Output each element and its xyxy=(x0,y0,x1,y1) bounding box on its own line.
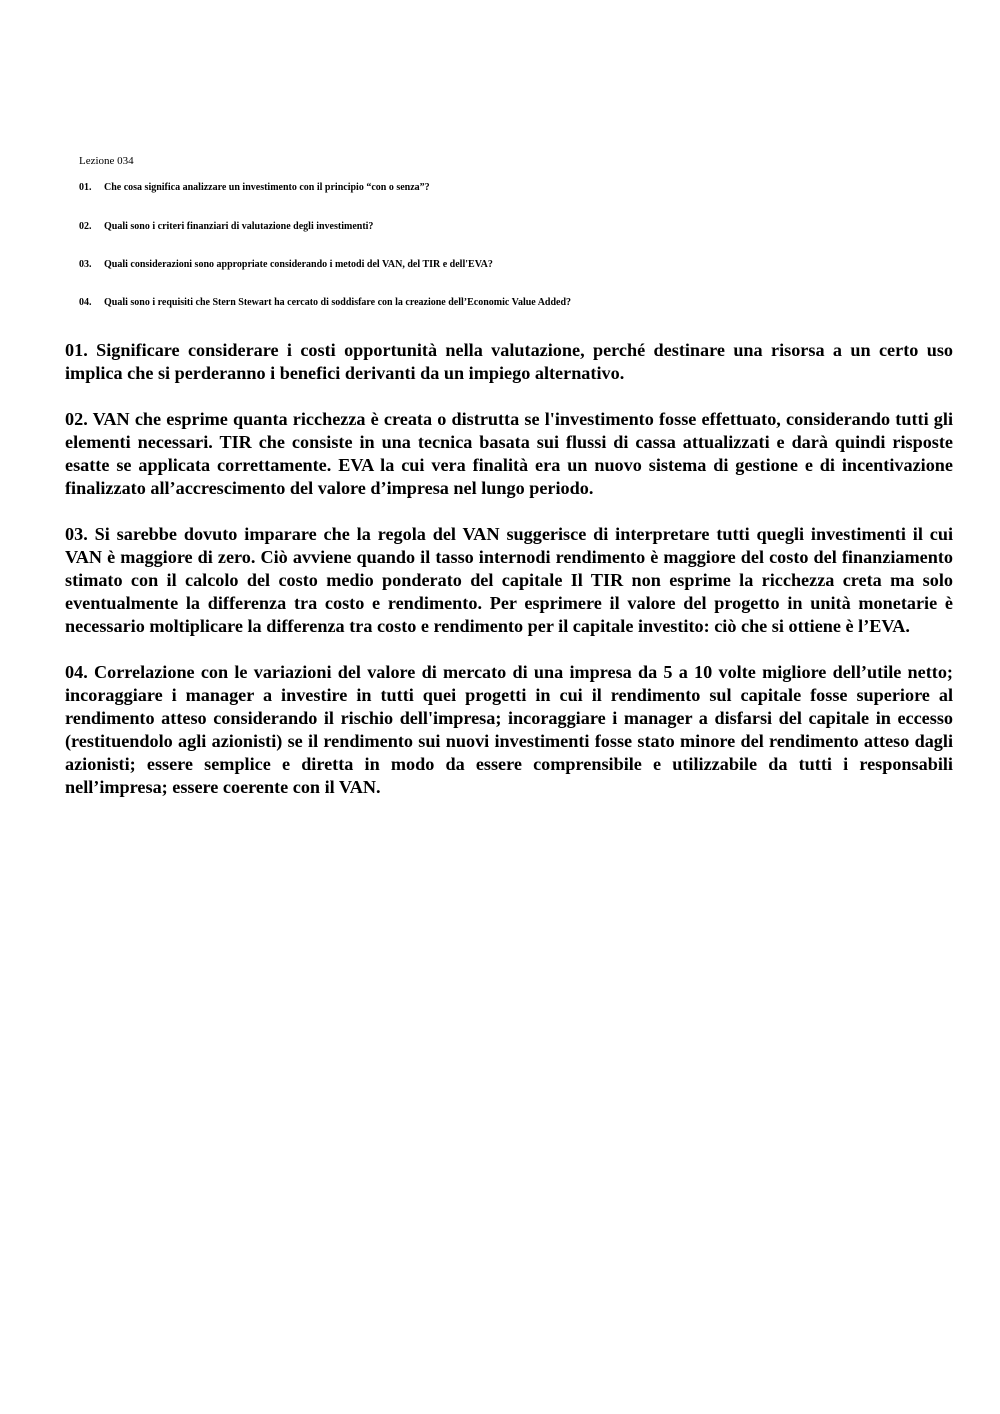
question-text: Quali sono i requisiti che Stern Stewart ha cercato di soddisfare con la creazione dell’Economic Value Added? xyxy=(104,297,572,308)
question-text: Quali considerazioni sono appropriate considerando i metodi del VAN, del TIR e dell'EVA? xyxy=(104,259,493,270)
lesson-title: Lezione 034 xyxy=(79,155,134,167)
question-number: 03. xyxy=(79,259,92,270)
question-item xyxy=(79,296,571,309)
answer-paragraph: 01. Significare considerare i costi opportunità nella valutazione, perché destinare una risorsa a un certo uso implica che si perderanno i benefici derivanti da un impiego alternativo. xyxy=(65,340,953,383)
answer-paragraph: 03. Si sarebbe dovuto imparare che la regola del VAN suggerisce di interpretare tutti quegli investimenti il cui VAN è maggiore di zero. Ciò avviene quando il tasso internodi rendimento è maggiore del costo del finanziamento stimato con il calcolo del costo medio ponderato del capitale Il TIR non esprime la ricchezza creta ma solo eventualmente la differenza tra costo e rendimento. Per esprimere il valore del progetto in unità monetarie è necessario moltiplicare la differenza tra costo e rendimento per il capitale investito: ciò che si ottiene è l’EVA. xyxy=(65,524,953,636)
question-number: 02. xyxy=(79,221,92,232)
question-item xyxy=(79,258,493,271)
question-item xyxy=(79,220,373,233)
question-item xyxy=(79,181,430,194)
question-text: Che cosa significa analizzare un investimento con il principio “con o senza”? xyxy=(104,182,430,193)
answer-paragraph: 02. VAN che esprime quanta ricchezza è creata o distrutta se l'investimento fosse effettuato, considerando tutti gli elementi necessari. TIR che consiste in una tecnica basata sui flussi di cassa attualizzati e darà quindi risposte esatte se applicata correttamente. EVA la cui vera finalità era un nuovo sistema di gestione e di incentivazione finalizzato all’accrescimento del valore d’impresa nel lungo periodo. xyxy=(65,409,953,498)
question-number: 01. xyxy=(79,182,92,193)
question-number: 04. xyxy=(79,297,92,308)
answer-paragraph: 04. Correlazione con le variazioni del valore di mercato di una impresa da 5 a 10 volte migliore dell’utile netto; incoraggiare i manager a investire in tutti quei progetti in cui il rendimento sul capitale fosse superiore al rendimento atteso considerando il rischio dell'impresa; incoraggiare i manager a disfarsi del capitale in eccesso (restituendolo agli azionisti) se il rendimento sui nuovi investimenti fosse stato minore del rendimento atteso dagli azionisti; essere semplice e diretta in modo da essere comprensibile e utilizzabile da tutti i responsabili nell’impresa; essere coerente con il VAN. xyxy=(65,662,953,797)
question-text: Quali sono i criteri finanziari di valutazione degli investimenti? xyxy=(104,221,374,232)
answers-section xyxy=(65,339,953,822)
